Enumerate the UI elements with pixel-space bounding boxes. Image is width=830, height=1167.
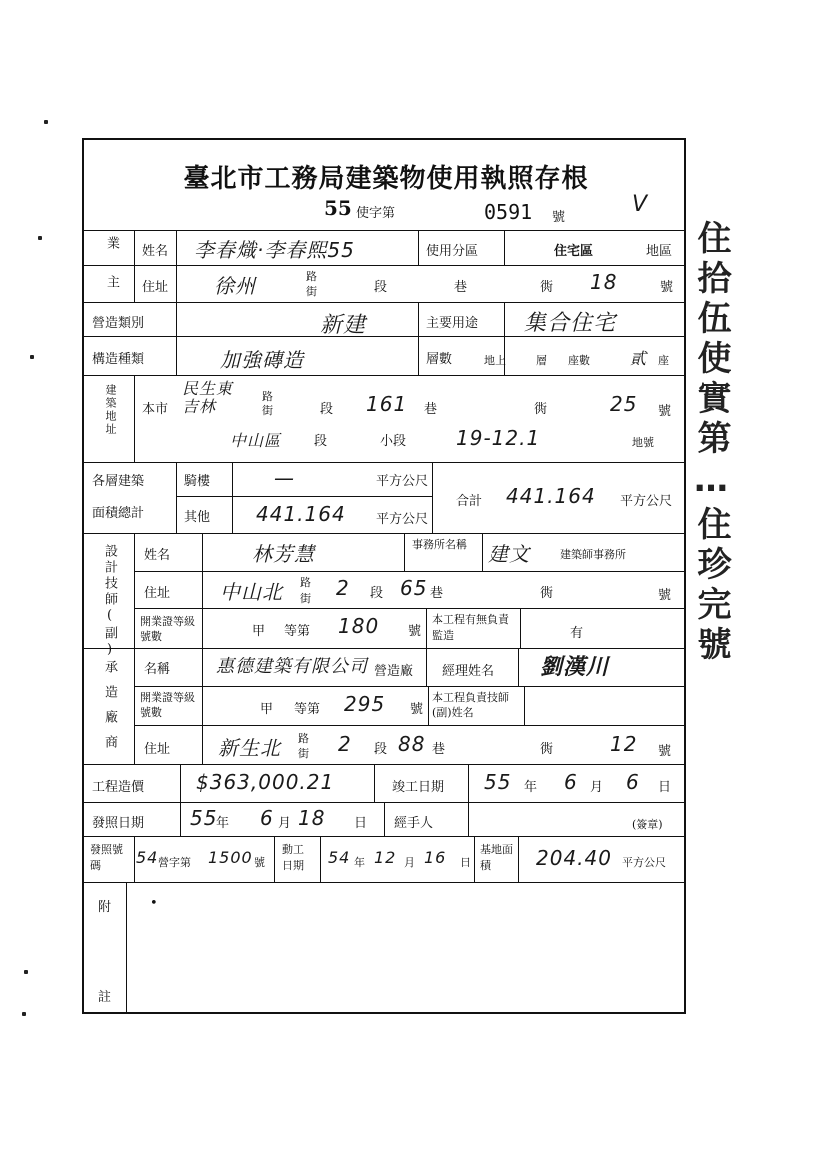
issue-year: 55 [190, 806, 218, 830]
designer-lane-value: 65 [400, 576, 428, 600]
designer-addr-label: 住址 [144, 586, 171, 601]
owner-group-label: 業主 [104, 236, 119, 314]
zone-label: 使用分區 [426, 244, 479, 259]
speck [22, 1012, 26, 1016]
floors-part-1: 地上 [484, 354, 506, 367]
site-road-value: 民生東 吉林 [182, 379, 234, 416]
owner-alley: 衖 [540, 280, 554, 295]
site-dsec: 段 [314, 434, 328, 449]
total-unit: 平方公尺 [620, 494, 673, 509]
start-year-suffix: 年 [354, 856, 365, 869]
supervise-value: 有 [570, 626, 584, 641]
floors-label: 層數 [426, 352, 453, 367]
floors-part-3: 座數 [568, 354, 590, 367]
use-label: 主要用途 [426, 316, 479, 331]
contractor-lane-value: 88 [398, 732, 426, 756]
zone-value: 住宅區 [554, 244, 594, 259]
permit-label: 發照號碼 [90, 843, 123, 872]
check-mark: V [632, 192, 649, 217]
contractor-name-label: 名稱 [144, 662, 171, 677]
designer-sec-value: 2 [336, 576, 350, 600]
designer-name-value: 林芳慧 [252, 542, 315, 566]
contractor-road: 路 [298, 732, 309, 745]
designer-no-suffix: 號 [658, 588, 672, 603]
contractor-no-suffix: 號 [658, 744, 672, 759]
start-day: 16 [424, 848, 447, 867]
sign-label: (簽章) [632, 818, 663, 831]
site-group-label: 建築地址 [104, 384, 117, 436]
cost-value: $363,000.21 [196, 770, 335, 794]
contractor-group-label: 承造廠商 [102, 660, 117, 760]
designer-cert-grade: 甲 [252, 624, 266, 639]
site-alley: 衖 [534, 402, 548, 417]
other-label: 其他 [184, 510, 211, 525]
designer-addr-value: 中山北 [220, 580, 283, 604]
other-unit: 平方公尺 [376, 512, 429, 527]
start-day-suffix: 日 [460, 856, 471, 869]
use-value: 集合住宅 [524, 311, 617, 336]
designer-lane: 巷 [430, 586, 444, 601]
site-city: 本市 [142, 402, 169, 417]
site-district-value: 中山區 [230, 431, 282, 450]
struct-value: 加強磚造 [220, 348, 304, 372]
permit-word: 營字第 [158, 856, 191, 869]
owner-number: 18 [590, 270, 618, 294]
site-lot-suffix: 地號 [632, 436, 654, 449]
site-num-value: 25 [610, 392, 638, 416]
contractor-factory: 營造廠 [374, 664, 414, 679]
permit-form [82, 138, 686, 1014]
arcade-value: — [274, 466, 295, 490]
contractor-cert-grade: 甲 [260, 702, 274, 717]
supervise-label: 本工程有無負責監造 [432, 613, 509, 642]
designer-office-label: 事務所名稱 [412, 538, 467, 551]
contractor-lane: 巷 [432, 742, 446, 757]
cost-label: 工程造價 [92, 780, 145, 795]
designer-cert-label: 開業證等級號數 [140, 615, 195, 643]
designer-cert-no: 180 [338, 614, 380, 638]
remarks-mark: • [150, 896, 158, 911]
site-lane-value: 161 [366, 392, 408, 416]
designer-alley: 衖 [540, 586, 554, 601]
designer-name-label: 姓名 [144, 548, 171, 563]
base-value: 204.40 [536, 846, 612, 870]
owner-addr-value: 徐州 [214, 274, 256, 298]
handler-label: 經手人 [394, 816, 434, 831]
designer-road: 路 [300, 576, 311, 589]
contractor-street: 街 [298, 747, 309, 760]
done-label: 竣工日期 [392, 780, 445, 795]
base-label: 基地面積 [480, 843, 513, 872]
done-month-suffix: 月 [590, 780, 604, 795]
base-unit: 平方公尺 [622, 856, 666, 869]
speck [38, 236, 42, 240]
contractor-tech-label: 本工程負責技師(副)姓名 [432, 691, 509, 719]
designer-group-label: 設計技師(副) [102, 544, 117, 660]
zone-suffix: 地區 [646, 244, 673, 259]
contractor-alley: 衖 [540, 742, 554, 757]
permit-no-suffix: 號 [254, 856, 265, 869]
arcade-label: 騎樓 [184, 474, 211, 489]
owner-name-label: 姓名 [142, 244, 169, 259]
contractor-name-value: 惠德建築有限公司 [216, 656, 368, 677]
contractor-manager-value: 劉漢川 [540, 655, 610, 680]
done-month: 6 [564, 770, 578, 794]
done-year-suffix: 年 [524, 780, 538, 795]
issue-year-suffix: 年 [216, 816, 230, 831]
owner-name-value: 李春熾·李春熙55 [194, 238, 355, 262]
contractor-sec-value: 2 [338, 732, 352, 756]
issue-label: 發照日期 [92, 816, 145, 831]
start-year: 54 [328, 848, 351, 867]
area-group-2: 面積總計 [92, 506, 145, 521]
type-value: 新建 [320, 313, 367, 338]
floors-part-2: 層 [536, 354, 547, 367]
designer-cert-mid: 等第 [284, 624, 311, 639]
designer-sec: 段 [370, 586, 384, 601]
done-day-suffix: 日 [658, 780, 672, 795]
speck [44, 120, 48, 124]
site-num-suffix: 號 [658, 404, 672, 419]
owner-road: 路 [306, 270, 317, 283]
done-day: 6 [626, 770, 640, 794]
contractor-addr-value: 新生北 [218, 736, 281, 760]
issue-month-suffix: 月 [278, 816, 292, 831]
owner-lane: 巷 [454, 280, 468, 295]
total-label: 合計 [456, 494, 483, 509]
site-small-sec: 小段 [380, 434, 407, 449]
owner-sec: 段 [374, 280, 388, 295]
site-road: 路 [262, 390, 273, 403]
permit-no: 1500 [208, 848, 253, 867]
site-lane: 巷 [424, 402, 438, 417]
total-value: 441.164 [506, 484, 596, 508]
license-number: 0591 [484, 200, 533, 224]
issue-month: 6 [260, 806, 274, 830]
margin-handwriting: 住拾伍使實第…住珍完號 [691, 220, 731, 666]
remarks-bottom: 註 [98, 990, 112, 1005]
start-label: 動工日期 [282, 843, 304, 872]
designer-office-suffix: 建築師事務所 [560, 548, 626, 561]
contractor-sec: 段 [374, 742, 388, 757]
speck [24, 970, 28, 974]
designer-office-value: 建文 [488, 542, 530, 566]
site-lot-value: 19-12.1 [456, 426, 541, 450]
start-month-suffix: 月 [404, 856, 415, 869]
license-word: 使字第 [356, 206, 396, 221]
contractor-no-value: 12 [610, 732, 638, 756]
owner-addr-label: 住址 [142, 280, 169, 295]
remarks-top: 附 [98, 900, 112, 915]
contractor-addr-label: 住址 [144, 742, 171, 757]
permit-year: 54 [136, 848, 159, 867]
issue-day-suffix: 日 [354, 816, 368, 831]
floors-part-4: 貳 [630, 349, 648, 368]
designer-street: 街 [300, 592, 311, 605]
owner-number-suffix: 號 [660, 280, 674, 295]
other-value: 441.164 [256, 502, 346, 526]
struct-label: 構造種類 [92, 352, 145, 367]
contractor-cert-label: 開業證等級號數 [140, 691, 195, 719]
area-group-1: 各層建築 [92, 474, 145, 489]
owner-street: 街 [306, 285, 317, 298]
contractor-cert-no: 295 [344, 692, 386, 716]
issue-day: 18 [298, 806, 326, 830]
form-title: 臺北市工務局建築物使用執照存根 [183, 164, 589, 194]
site-street: 街 [262, 404, 273, 417]
arcade-unit: 平方公尺 [376, 474, 429, 489]
speck [30, 355, 34, 359]
contractor-manager-label: 經理姓名 [442, 664, 495, 679]
contractor-cert-mid: 等第 [294, 702, 321, 717]
site-sec: 段 [320, 402, 334, 417]
start-month: 12 [374, 848, 397, 867]
floors-part-5: 座 [658, 354, 669, 367]
type-label: 營造類別 [92, 316, 145, 331]
designer-cert-suffix: 號 [408, 624, 422, 639]
contractor-cert-suffix: 號 [410, 702, 424, 717]
license-year: 55 [324, 196, 352, 220]
done-year: 55 [484, 770, 512, 794]
license-suffix: 號 [552, 210, 566, 225]
